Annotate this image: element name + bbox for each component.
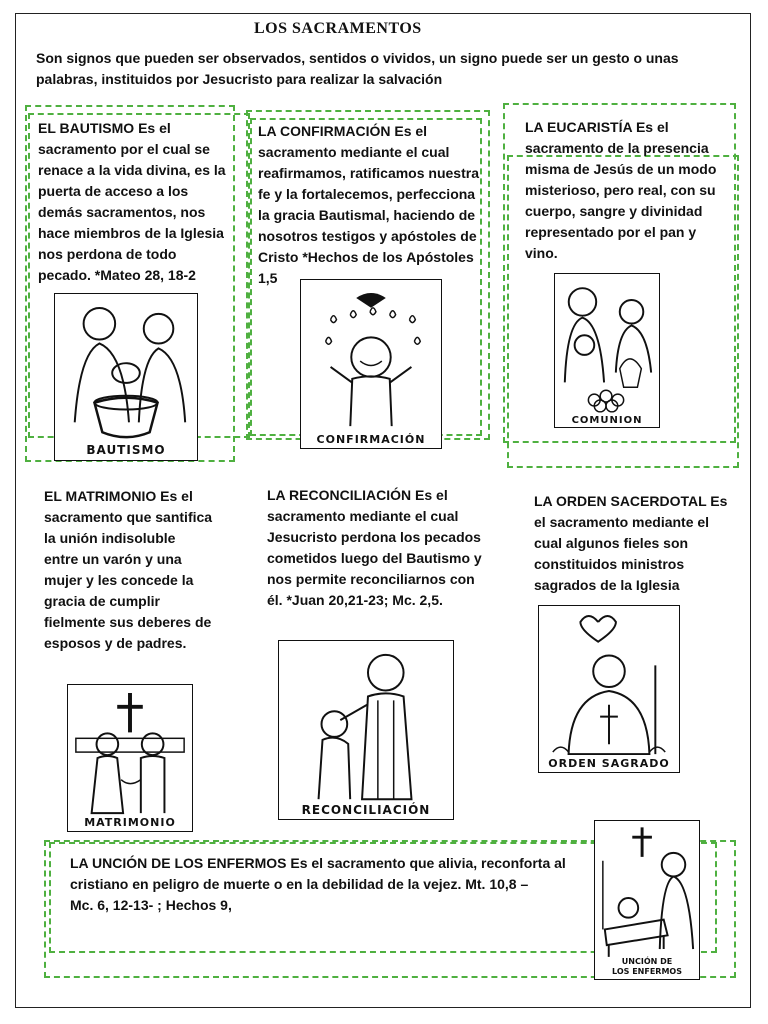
- uncion-line: LA UNCIÓN DE LOS ENFERMOS Es el sacramento que alivia, reconforta al: [70, 855, 566, 871]
- eucaristia-line: representado por el pan y: [525, 224, 697, 240]
- eucaristia-line: misma de Jesús de un modo: [525, 161, 717, 177]
- orden-line: constituidos ministros: [534, 556, 685, 572]
- reconciliacion-text: [267, 485, 482, 611]
- reconciliacion-line: LA RECONCILIACIÓN Es el: [267, 487, 448, 503]
- confirmacion-text: [258, 121, 479, 289]
- confirmacion-line: 1,5: [258, 270, 278, 286]
- reconciliacion-line: sacramento mediante el cual: [267, 508, 459, 524]
- orden-line: el sacramento mediante el: [534, 514, 710, 530]
- eucaristia-line: LA EUCARISTÍA Es el: [525, 119, 669, 135]
- bautismo-line: sacramento por el cual se: [38, 141, 210, 157]
- bautismo-line: demás sacramentos, nos: [38, 204, 206, 220]
- page-title: LOS SACRAMENTOS: [254, 20, 422, 37]
- eucaristia-image-label: COMUNION: [571, 415, 643, 426]
- uncion-illustration: [594, 820, 700, 980]
- orden-illustration: [538, 605, 680, 773]
- matrimonio-line: entre un varón y una: [44, 551, 182, 567]
- reconciliacion-line: Jesucristo perdona los pecados: [267, 529, 481, 545]
- matrimonio-line: la unión indisoluble: [44, 530, 176, 546]
- matrimonio-line: esposos y de padres.: [44, 635, 187, 651]
- matrimonio-line: gracia de cumplir: [44, 593, 160, 609]
- eucaristia-line: cuerpo, sangre y divinidad: [525, 203, 703, 219]
- eucaristia-illustration: [554, 273, 660, 428]
- uncion-line: cristiano en peligro de muerte o en la debilidad de la vejez. Mt. 10,8 –: [70, 876, 529, 892]
- confirmacion-illustration: [300, 279, 442, 449]
- bautismo-illustration: [54, 293, 198, 461]
- uncion-line: Mc. 6, 12-13- ; Hechos 9,: [70, 897, 232, 913]
- eucaristia-line: sacramento de la presencia: [525, 140, 709, 156]
- eucaristia-line: vino.: [525, 245, 558, 261]
- bautismo-line: pecado. *Mateo 28, 18-2: [38, 267, 196, 283]
- orden-line: LA ORDEN SACERDOTAL Es: [534, 493, 728, 509]
- bautismo-line: puerta de acceso a los: [38, 183, 189, 199]
- bautismo-line: EL BAUTISMO Es el: [38, 120, 171, 136]
- matrimonio-image-label: MATRIMONIO: [84, 816, 176, 829]
- communion-drawing-icon: [555, 274, 659, 427]
- baptism-drawing-icon: [55, 294, 197, 460]
- reconciliacion-image-label: RECONCILIACIÓN: [301, 803, 431, 817]
- eucaristia-text: [525, 117, 716, 264]
- confirmacion-line: la gracia Bautismal, haciendo de: [258, 207, 476, 223]
- confession-drawing-icon: [279, 641, 453, 819]
- reconciliacion-line: él. *Juan 20,21-23; Mc. 2,5.: [267, 592, 443, 608]
- uncion-text: [70, 853, 566, 916]
- confirmation-drawing-icon: [301, 280, 441, 448]
- confirmacion-line: sacramento mediante el cual: [258, 144, 450, 160]
- intro-text: Son signos que pueden ser observados, sentidos o vividos, un signo puede ser un gesto o unas palabras, instituidos por Jesucristo para realizar la salvación: [36, 50, 679, 87]
- matrimonio-illustration: [67, 684, 193, 832]
- eucaristia-line: misterioso, pero real, con su: [525, 182, 716, 198]
- reconciliacion-line: nos permite reconciliarnos con: [267, 571, 475, 587]
- uncion-image-label: UNCIÓN DE LOS ENFERMOS: [612, 957, 682, 976]
- anointing-drawing-icon: [595, 821, 699, 979]
- confirmacion-line: LA CONFIRMACIÓN Es el: [258, 123, 428, 139]
- confirmacion-line: Cristo *Hechos de los Apóstoles: [258, 249, 474, 265]
- reconciliacion-illustration: [278, 640, 454, 820]
- bautismo-line: renace a la vida divina, es la: [38, 162, 226, 178]
- matrimonio-line: fielmente sus deberes de: [44, 614, 212, 630]
- bautismo-text: [38, 118, 226, 286]
- confirmacion-line: nosotros testigos y apóstoles de: [258, 228, 477, 244]
- holy-orders-drawing-icon: [539, 606, 679, 772]
- bautismo-image-label: BAUTISMO: [86, 443, 166, 457]
- reconciliacion-line: cometidos luego del Bautismo y: [267, 550, 482, 566]
- bautismo-line: hace miembros de la Iglesia: [38, 225, 224, 241]
- matrimonio-line: sacramento que santifica: [44, 509, 213, 525]
- confirmacion-line: reafirmamos, ratificamos nuestra: [258, 165, 479, 181]
- confirmacion-line: fe y la fortalecemos, perfecciona: [258, 186, 476, 202]
- wedding-drawing-icon: [68, 685, 192, 831]
- orden-text: [534, 491, 727, 596]
- matrimonio-text: [44, 486, 212, 654]
- matrimonio-line: EL MATRIMONIO Es el: [44, 488, 193, 504]
- orden-image-label: ORDEN SAGRADO: [548, 757, 670, 770]
- matrimonio-line: mujer y les concede la: [44, 572, 194, 588]
- orden-line: sagrados de la Iglesia: [534, 577, 680, 593]
- confirmacion-image-label: CONFIRMACIÓN: [316, 433, 426, 446]
- bautismo-line: nos perdona de todo: [38, 246, 177, 262]
- orden-line: cual algunos fieles son: [534, 535, 689, 551]
